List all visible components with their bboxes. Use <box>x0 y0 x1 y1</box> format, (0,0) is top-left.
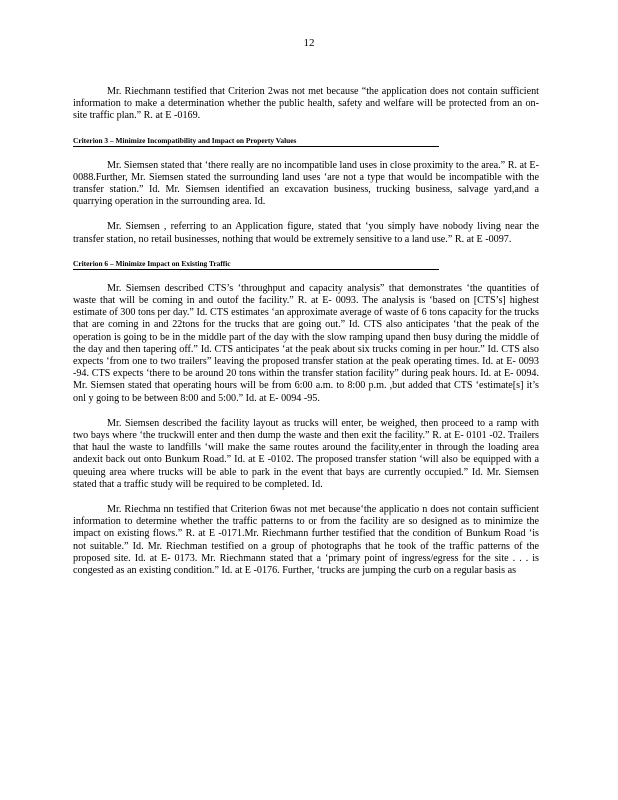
page-number: 12 <box>303 37 315 49</box>
paragraph-criterion-6-riechmann: Mr. Riechma nn testified that Criterion 6was not met because‘the applicatio n does not contain sufficient information to determine whether the traffic patterns to or from the facility are so designed as to minimize the impact on existing flows.” R. at E -0171.Mr. Riechmann further testified that the condition of Bunkum Road ‘is not suitable.” Id. Mr. Riechman testified on a group of photographs that he took of the traffic patterns of the proposed site. Id. at E- 0173. Mr. Riechmann stated that a ‘primary point of ingress/egress for the site . . . is congested as an existing condition.” Id. at E -0176. Further, ‘trucks are jumping the curb on a regular basis as <box>73 504 539 577</box>
paragraph-criterion-6-layout: Mr. Siemsen described the facility layout as trucks will enter, be weighed, then proceed to a ramp with two bays where ‘the truckwill enter and then dump the waste and then exit the facility.” R. at E- 0101 -02. Trailers that haul the waste to landfills ‘will make the same routes around the facility,enter in through the loading area andexit back out onto Bunkum Road.” Id. at E -0102. The proposed transfer station ‘will also be equipped with a queuing area where trucks will be able to park in the event that bays are currently occupied.” Id. Mr. Siemsen stated that a traffic study will be required to be completed. Id. <box>73 417 539 490</box>
heading-criterion-3: Criterion 3 – Minimize Incompatibility and Impact on Property Values <box>73 136 439 147</box>
paragraph-criterion-3-siemsen-land-uses: Mr. Siemsen stated that ‘there really are no incompatible land uses in close proximity to the area.” R. at E-0088.Further, Mr. Siemsen stated the surrounding land uses ‘are not a type that would be incompatible with the transfer station.” Id. Mr. Siemsen identified an excavation business, trucking business, salvage yard,and a quarrying operation in the surrounding area. Id. <box>73 159 539 208</box>
heading-criterion-6: Criterion 6 – Minimize Impact on Existing Traffic <box>73 259 439 270</box>
paragraph-criterion-6-throughput: Mr. Siemsen described CTS’s ‘throughput and capacity analysis” that demonstrates ‘the quantities of waste that will be coming in and outof the facility.” R. at E- 0093. The analysis is ‘based on [CTS’s] highest estimate of 300 tons per day.” Id. CTS estimates ‘an approximate average of waste of 6 tons capacity for the trucks that are coming in and 22tons for the trucks that are going out.” Id. CTS also anticipates ‘that the peak of the operation is going to be in the middle part of the day with the slow ramping upand then busy during the middle of the day and then tapering off.” Id. CTS anticipates ‘at the peak about six trucks coming in per hour.” Id. CTS also expects ‘from one to two trailers” leaving the proposed transfer station at the peak operating times. Id. at E- 0093 -94. CTS expects ‘there to be around 20 tons within the transfer station facility” during peak hours. Id. at E- 0094. Mr. Siemsen stated that operating hours will be from 6:00 a.m. to 8:00 p.m. ,but added that CTS ‘estimate[s] it’s onl y going to be between 8:00 and 5:00.” Id. at E- 0094 -95. <box>73 282 539 404</box>
paragraph-criterion-3-siemsen-figure: Mr. Siemsen , referring to an Application figure, stated that ‘you simply have nobody living near the transfer station, no retail businesses, nothing that would be extremely sensitive to a land use.” R. at E -0097. <box>73 221 539 245</box>
document-body <box>73 86 539 577</box>
paragraph-criterion-2-riechmann: Mr. Riechmann testified that Criterion 2was not met because “the application does not contain sufficient information to make a determination whether the public health, safety and welfare will be protected from an on-site traffic plan.” R. at E -0169. <box>73 86 539 122</box>
